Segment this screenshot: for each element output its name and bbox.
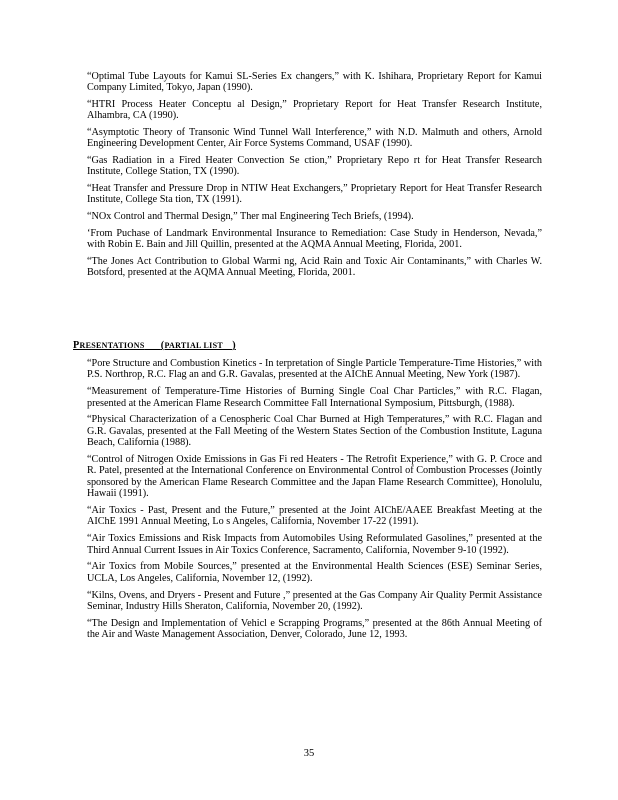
presentations-heading-initial: P (73, 340, 80, 351)
presentation-entry: “Air Toxics from Mobile Sources,” presented at the Environmental Health Sciences (ESE) Seminar Series, UCLA, Los Angeles, California, November 12, (1992). (87, 561, 542, 584)
publication-entry: “The Jones Act Contribution to Global Warmi ng, Acid Rain and Toxic Air Contaminants,” with Charles W. Botsford, presented at the AQMA Annual Meeting, Florida, 2001. (87, 255, 542, 278)
presentations-heading (73, 341, 236, 351)
presentation-entry: “Control of Nitrogen Oxide Emissions in Gas Fi red Heaters - The Retrofit Experience,” with G. P. Croce and R. Patel, presented at the International Conference on Environmental Control of Combustion Processes (Jointly sponsored by the American Flame Research Committee and the Japan Flame Research Committee), Honolulu, Hawaii (1991). (87, 454, 542, 500)
publications-list (87, 71, 542, 284)
publication-entry: “HTRI Process Heater Conceptu al Design,” Proprietary Report for Heat Transfer Research Institute, Alhambra, CA (1990). (87, 99, 542, 122)
presentations-heading-rest: RESENTATIONS (79, 341, 145, 350)
presentations-heading-qualifier: PARTIAL LIST (164, 341, 223, 350)
publication-entry: “NOx Control and Thermal Design,” Ther mal Engineering Tech Briefs, (1994). (87, 211, 414, 222)
presentation-entry: “Kilns, Ovens, and Dryers - Present and Future ,” presented at the Gas Company Air Quality Permit Assistance Seminar, Industry Hills Sheraton, California, November 20, (1992). (87, 589, 542, 613)
presentation-entry: “Pore Structure and Combustion Kinetics - In terpretation of Single Particle Temperature-Time Histories,” with P.S. Northrop, R.C. Flag an and G.R. Gavalas, presented at the AIChE Annual Meeting, New York (1987). (87, 358, 542, 381)
presentation-entry: “The Design and Implementation of Vehicl e Scrapping Programs,” presented at the 86th Annual Meeting of the Air and Waste Management Association, Denver, Colorado, June 12, 1993. (87, 617, 542, 641)
presentations-heading-paren-close: ) (232, 340, 236, 351)
page-number: 35 (303, 748, 315, 759)
publication-entry: ‘From Puchase of Landmark Environmental Insurance to Remediation: Case Study in Henderson, Nevada,” with Robin E. Bain and Jill Quillin, presented at the AQMA Annual Meeting, Florida, 2001. (87, 227, 542, 250)
publication-entry: “Optimal Tube Layouts for Kamui SL-Series Ex changers,” with K. Ishihara, Proprietary Report for Kamui Company Limited, Tokyo, Japan (1990). (87, 71, 542, 94)
publication-entry: “Gas Radiation in a Fired Heater Convection Se ction,” Proprietary Repo rt for Heat Transfer Research Institute, College Station, TX (1990). (87, 155, 542, 178)
presentations-list (87, 358, 542, 646)
presentations-heading-paren-open: ( (160, 340, 165, 351)
presentation-entry: “Air Toxics Emissions and Risk Impacts from Automobiles Using Reformulated Gasolines,” presented at the Third Annual Current Issues in Air Toxics Conference, Sacramento, California, November 9-10 (1992). (87, 533, 542, 556)
presentation-entry: “Physical Characterization of a Cenospheric Coal Char Burned at High Temperatures,” with R.C. Flagan and G.R. Gavalas, presented at the Fall Meeting of the Western States Section of the Combustion Institute, Laguna Beach, California (1988). (87, 414, 542, 449)
presentation-entry: “Measurement of Temperature-Time Histories of Burning Single Coal Char Particles,” with R.C. Flagan, presented at the American Flame Research Committee Fall International Symposium, Pittsburgh, (1988). (87, 386, 542, 409)
publication-entry: “Heat Transfer and Pressure Drop in NTIW Heat Exchangers,” Proprietary Report for Heat Transfer Research Institute, College Sta tion, TX (1991). (87, 183, 542, 206)
presentation-entry: “Air Toxics - Past, Present and the Future,” presented at the Joint AIChE/AAEE Breakfast Meeting at the AIChE 1991 Annual Meeting, Lo s Angeles, California, November 17-22 (1991). (87, 505, 542, 528)
publication-entry: “Asymptotic Theory of Transonic Wind Tunnel Wall Interference,” with N.D. Malmuth and others, Arnold Engineering Development Center, Air Force Systems Command, USAF (1990). (87, 127, 542, 150)
